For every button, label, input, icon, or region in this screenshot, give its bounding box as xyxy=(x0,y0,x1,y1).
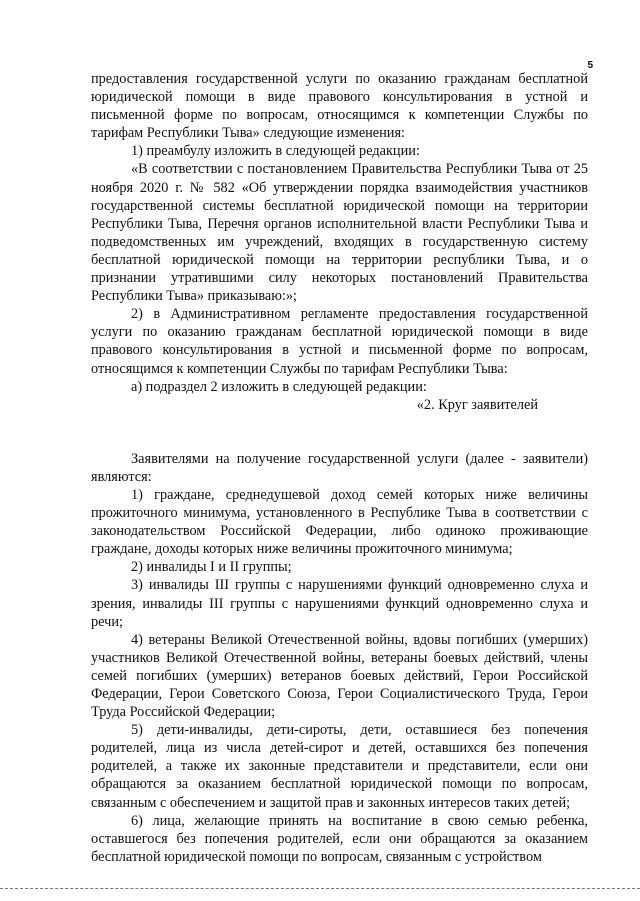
document-body xyxy=(91,70,588,866)
list-item-4: 4) ветераны Великой Отечественной войны, вдовы погибших (умерших) участников Великой Отечественной войны, ветераны боевых действий, члены семей погибших (умерших) ветеранов боевых действий, Герои Российской Федерации, Герои Советского Союза, Герои Социалистического Труда, Герои Труда Российской Федерации; xyxy=(91,631,588,721)
scan-artifact-line xyxy=(0,888,640,890)
list-item-1: 1) граждане, среднедушевой доход семей которых ниже величины прожиточного минимума, установленного в Республике Тыва в соответствии с законодательством Российской Федерации, либо одиноко проживающие граждане, доходы которых ниже величины прожиточного минимума; xyxy=(91,486,588,558)
paragraph-item-2: 2) в Административном регламенте предоставления государственной услуги по оказанию гражданам бесплатной юридической помощи в виде правового консультирования в устной и письменной форме по вопросам, относящимся к компетенции Службы по тарифам Республики Тыва: xyxy=(91,306,588,377)
page-number: 5 xyxy=(587,60,593,71)
list-item-2: 2) инвалиды I и II группы; xyxy=(131,559,292,576)
paragraph-item-a: а) подраздел 2 изложить в следующей редакции: xyxy=(131,378,427,395)
paragraph-intro: предоставления государственной услуги по оказанию гражданам бесплатной юридической помощи в виде правового консультирования в устной и письменной форме по вопросам, относящимся к компетенции Службы по тарифам Республики Тыва» следующие изменения: xyxy=(91,71,588,142)
section-heading: «2. Круг заявителей xyxy=(416,396,538,413)
paragraph-preamble: «В соответствии с постановлением Правительства Республики Тыва от 25 ноября 2020 г. № 582 «Об утверждении порядка взаимодействия участников государственной системы бесплатной юридической помощи на территории Республики Тыва, Перечня органов исполнительной власти Республики Тыва и подведомственных им учреждений, входящих в государственную систему бесплатной юридической помощи на территории республики Тыва, и о признании утратившими силу некоторых постановлений Правительства Республики Тыва» приказываю:»; xyxy=(91,161,588,305)
list-item-3: 3) инвалиды III группы с нарушениями функций одновременно слуха и зрения, инвалиды III группы с нарушениями функций одновременно слуха и речи; xyxy=(91,577,588,630)
list-item-5: 5) дети-инвалиды, дети-сироты, дети, оставшиеся без попечения родителей, лица из числа детей-сирот и детей, оставшихся без попечения родителей, а также их законные представители и представители, если они обращаются за оказанием бесплатной юридической помощи по вопросам, связанным с обеспечением и защитой прав и законных интересов таких детей; xyxy=(91,722,588,811)
blank-space xyxy=(91,414,588,450)
paragraph-applicants: Заявителями на получение государственной услуги (далее - заявители) являются: xyxy=(91,450,588,485)
paragraph-item-1: 1) преамбулу изложить в следующей редакции: xyxy=(131,143,420,160)
list-item-6: 6) лица, желающие принять на воспитание в свою семью ребенка, оставшегося без попечения родителей, если они обращаются за оказанием бесплатной юридической помощи по вопросам, связанным с устройством xyxy=(91,812,588,865)
